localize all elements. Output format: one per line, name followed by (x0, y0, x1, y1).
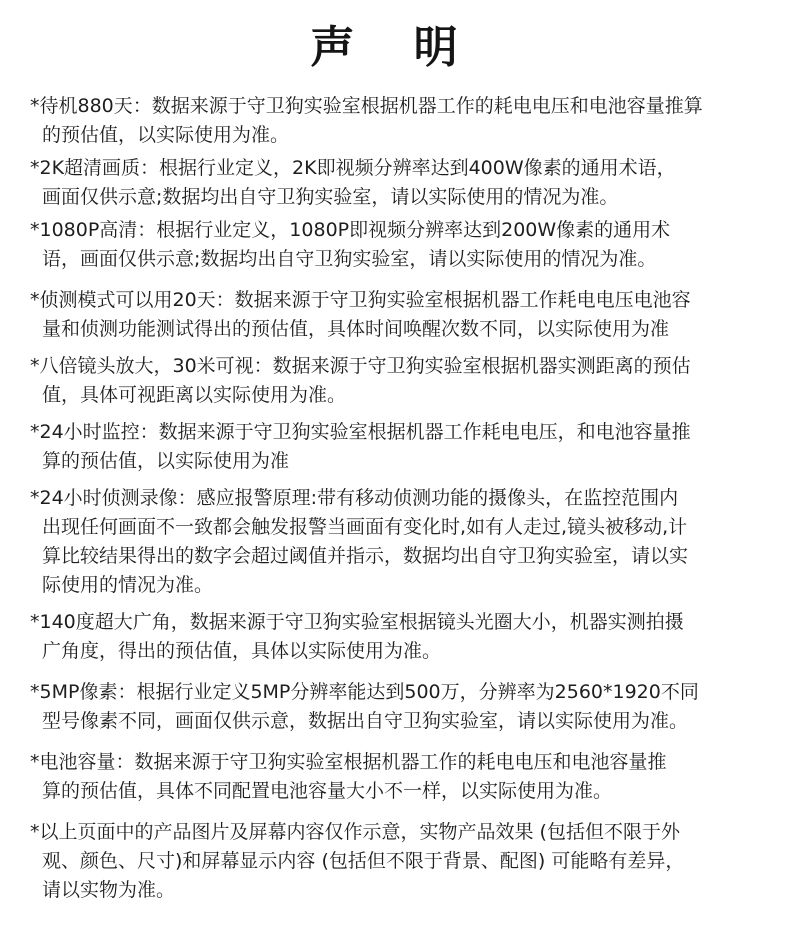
note-line: 的预估值，以实际使用为准。 (42, 124, 290, 146)
note-line: *以上页面中的产品图片及屏幕内容仅作示意，实物产品效果 (包括但不限于外 (30, 821, 680, 843)
note-line: 算的预估值，以实际使用为准 (42, 450, 290, 472)
note-line: *24小时监控：数据来源于守卫狗实验室根据机器工作耗电电压，和电池容量推 (30, 421, 691, 443)
note-24h-detect-recording (30, 484, 775, 600)
note-battery-capacity (30, 748, 775, 806)
note-line: 请以实物为准。 (42, 879, 176, 901)
note-standby-880-days (30, 92, 775, 150)
note-line: *1080P高清：根据行业定义，1080P即视频分辨率达到200W像素的通用术 (30, 219, 671, 241)
note-line: 算的预估值，具体不同配置电池容量大小不一样，以实际使用为准。 (42, 780, 613, 802)
note-line: 型号像素不同，画面仅供示意，数据出自守卫狗实验室，请以实际使用为准。 (42, 710, 689, 732)
note-line: *八倍镜头放大，30米可视：数据来源于守卫狗实验室根据机器实测距离的预估 (30, 355, 691, 377)
note-2k-quality (30, 154, 775, 212)
note-line: 量和侦测功能测试得出的预估值，具体时间唤醒次数不同，以实际使用为准 (42, 318, 670, 340)
note-1080p (30, 216, 775, 274)
disclaimer-list (30, 92, 775, 905)
note-line: *2K超清画质：根据行业定义，2K即视频分辨率达到400W像素的通用术语， (30, 157, 676, 179)
note-8x-zoom (30, 352, 775, 410)
note-5mp-pixels (30, 678, 775, 736)
note-line: 语，画面仅供示意;数据均出自守卫狗实验室，请以实际使用的情况为准。 (42, 248, 657, 270)
note-images-illustrative (30, 818, 775, 905)
note-line: 广角度，得出的预估值，具体以实际使用为准。 (42, 640, 442, 662)
note-line: *侦测模式可以用20天：数据来源于守卫狗实验室根据机器工作耗电电压电池容 (30, 289, 691, 311)
note-24h-monitor (30, 418, 775, 476)
note-line: 算比较结果得出的数字会超过阈值并指示，数据均出自守卫狗实验室，请以实 (42, 545, 689, 567)
note-140-wide-angle (30, 608, 775, 666)
note-line: 出现任何画面不一致都会触发报警当画面有变化时,如有人走过,镜头被移动,计 (42, 516, 688, 538)
note-line: *140度超大广角，数据来源于守卫狗实验室根据镜头光圈大小，机器实测拍摄 (30, 611, 684, 633)
note-line: *电池容量：数据来源于守卫狗实验室根据机器工作的耗电电压和电池容量推 (30, 751, 667, 773)
note-line: 观、颜色、尺寸)和屏幕显示内容 (包括但不限于背景、配图) 可能略有差异， (42, 850, 685, 872)
note-line: 值，具体可视距离以实际使用为准。 (42, 384, 347, 406)
note-line: *5MP像素：根据行业定义5MP分辨率能达到500万，分辨率为2560*1920不同 (30, 681, 699, 703)
note-line: *24小时侦测录像：感应报警原理:带有移动侦测功能的摄像头，在监控范围内 (30, 487, 679, 509)
note-detect-mode-20-days (30, 286, 775, 344)
page-title: 声 明 (310, 22, 480, 73)
note-line: *待机880天：数据来源于守卫狗实验室根据机器工作的耗电电压和电池容量推算 (30, 95, 703, 117)
note-line: 画面仅供示意;数据均出自守卫狗实验室，请以实际使用的情况为准。 (42, 186, 619, 208)
note-line: 际使用的情况为准。 (42, 574, 214, 596)
